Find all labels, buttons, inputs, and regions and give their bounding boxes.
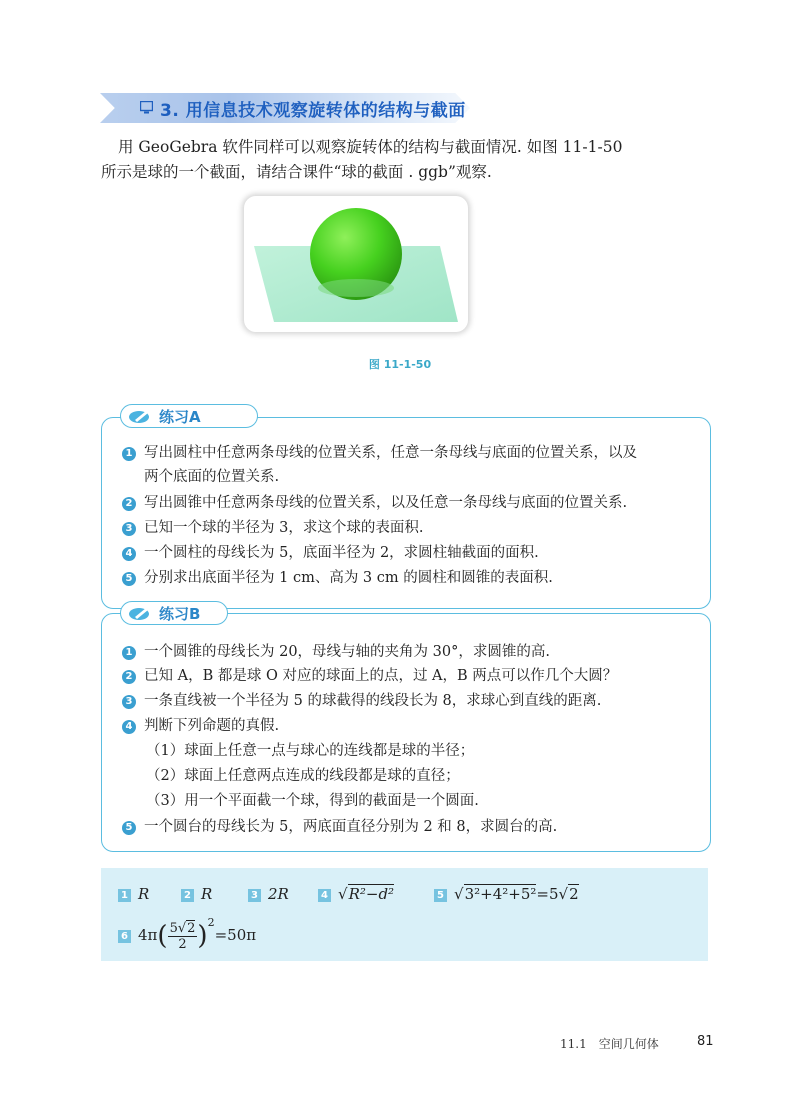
intro-line-1: 用 GeoGebra 软件同样可以观察旋转体的结构与截面情况. 如图 11-1-50 <box>118 138 623 156</box>
pen-icon <box>129 605 153 621</box>
monitor-icon <box>140 101 153 114</box>
practice-b-sub-3: （3）用一个平面截一个球，得到的截面是一个圆面. <box>146 793 479 809</box>
practice-a-item-1-cont: 两个底面的位置关系. <box>144 469 280 485</box>
practice-b-item-4: 4 判断下列命题的真假. <box>122 716 279 736</box>
practice-a-item-4: 4 一个圆柱的母线长为 5，底面半径为 2，求圆柱轴截面的面积. <box>122 543 539 563</box>
practice-a-item-2: 2 写出圆锥中任意两条母线的位置关系，以及任意一条母线与底面的位置关系. <box>122 493 627 513</box>
answer-3: 3 2R <box>248 885 289 903</box>
practice-a-title: 练习A <box>159 408 201 426</box>
intro-line-2: 所示是球的一个截面，请结合课件“球的截面 . ggb”观察. <box>101 163 492 181</box>
answer-1: 1 R <box>118 885 149 903</box>
section-title: 3. 用信息技术观察旋转体的结构与截面 <box>160 101 466 121</box>
practice-b-item-2: 2 已知 A，B 都是球 O 对应的球面上的点，过 A，B 两点可以作几个大圆？ <box>122 666 617 686</box>
section-circle <box>318 279 394 297</box>
sphere-illustration <box>244 196 468 332</box>
practice-b-sub-2: （2）球面上任意两点连成的线段都是球的直径； <box>146 768 460 784</box>
practice-a-tab <box>120 404 258 428</box>
figure-caption: 图 11-1-50 <box>368 358 432 371</box>
practice-a-item-3: 3 已知一个球的半径为 3，求这个球的表面积. <box>122 518 423 538</box>
answer-4: 4 √R²−d² <box>318 885 394 903</box>
practice-b-title: 练习B <box>159 605 201 623</box>
answer-5: 5 √3²+4²+5²=5√2 <box>434 885 579 903</box>
answer-6: 6 4π( $\frac{5√2}{2}$ )$^2$=50π <box>118 916 256 952</box>
footer-section-label: 11.1 空间几何体 <box>560 1037 659 1051</box>
pen-icon <box>129 408 153 424</box>
practice-b-item-1: 1 一个圆锥的母线长为 20，母线与轴的夹角为 30°，求圆锥的高. <box>122 642 550 662</box>
practice-b-tab <box>120 601 228 625</box>
practice-b-item-5: 5 一个圆台的母线长为 5，两底面直径分别为 2 和 8，求圆台的高. <box>122 817 557 837</box>
answer-2: 2 R <box>181 885 212 903</box>
practice-b-item-3: 3 一条直线被一个半径为 5 的球截得的线段长为 8，求球心到直线的距离. <box>122 691 601 711</box>
practice-a-item-1: 1 写出圆柱中任意两条母线的位置关系，任意一条母线与底面的位置关系，以及 <box>122 443 637 463</box>
practice-b-sub-1: （1）球面上任意一点与球心的连线都是球的半径； <box>146 743 475 759</box>
page-number: 81 <box>697 1034 714 1049</box>
answers-panel <box>101 868 708 961</box>
section-header <box>100 93 470 123</box>
figure-sphere-section <box>244 196 468 332</box>
practice-a-item-5: 5 分别求出底面半径为 1 cm、高为 3 cm 的圆柱和圆锥的表面积. <box>122 568 553 588</box>
